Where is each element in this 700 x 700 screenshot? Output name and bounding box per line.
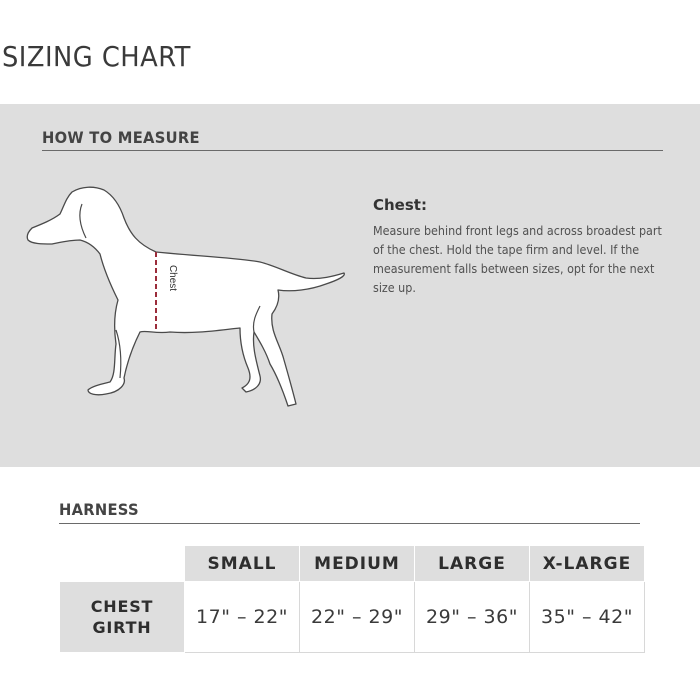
chest-description: Measure behind front legs and across broadest part of the chest. Hold the tape firm and level. If the measurement falls between sizes, opt for the next size up.	[373, 224, 662, 295]
row-header-line-2: GIRTH	[92, 618, 152, 637]
table-corner-cell	[60, 546, 185, 582]
harness-heading: HARNESS	[59, 500, 139, 519]
page-title: SIZING CHART	[2, 40, 191, 73]
column-header-small: SMALL	[185, 546, 300, 582]
column-header-medium: MEDIUM	[300, 546, 415, 582]
chest-diagram-label: Chest	[167, 264, 178, 292]
table-header-row	[60, 546, 645, 582]
value-large: 29" – 36"	[415, 582, 530, 653]
column-header-x-large: X-LARGE	[530, 546, 645, 582]
column-header-large: LARGE	[415, 546, 530, 582]
dog-measurement-diagram	[20, 182, 350, 412]
value-x-large: 35" – 42"	[530, 582, 645, 653]
row-header-chest-girth	[60, 582, 185, 653]
value-small: 17" – 22"	[185, 582, 300, 653]
harness-rule	[59, 523, 640, 524]
table-row	[60, 582, 645, 653]
chest-title: Chest:	[373, 196, 427, 214]
value-medium: 22" – 29"	[300, 582, 415, 653]
row-header-line-1: CHEST	[90, 597, 154, 616]
harness-size-table	[59, 545, 645, 653]
how-to-measure-rule	[42, 150, 663, 151]
dog-silhouette	[27, 187, 344, 406]
chest-info	[373, 196, 673, 298]
how-to-measure-heading: HOW TO MEASURE	[42, 128, 200, 147]
